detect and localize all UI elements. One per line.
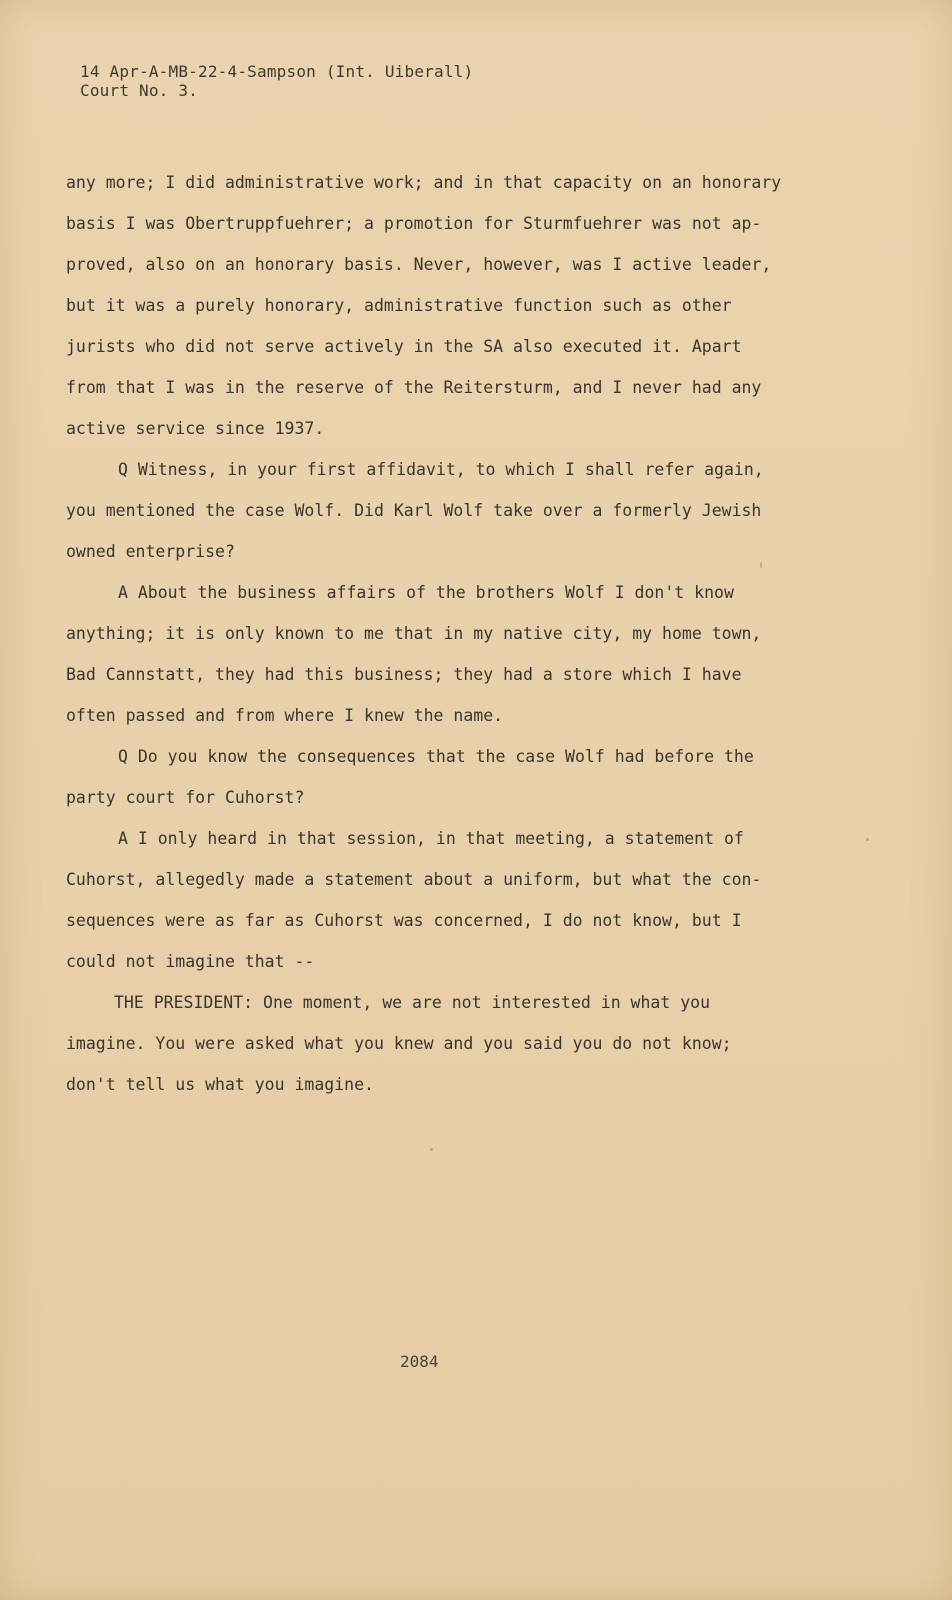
transcript-line: Bad Cannstatt, they had this business; they had a store which I have [66,665,742,684]
president-line: THE PRESIDENT: One moment, we are not interested in what you [114,993,711,1012]
transcript-line: anything; it is only known to me that in my native city, my home town, [66,624,762,643]
transcript-line: don't tell us what you imagine. [66,1075,374,1094]
page-number: 2084 [400,1352,439,1371]
document-header [80,62,473,100]
transcript-line: basis I was Obertruppfuehrer; a promotion for Sturmfuehrer was not ap- [66,214,762,233]
transcript-line: but it was a purely honorary, administrative function such as other [66,296,732,315]
transcript-line: party court for Cuhorst? [66,788,305,807]
transcript-line: Cuhorst, allegedly made a statement about a uniform, but what the con- [66,870,762,889]
header-court: Court No. 3. [80,81,198,100]
transcript-line: any more; I did administrative work; and in that capacity on an honorary [66,173,782,192]
transcript-line: you mentioned the case Wolf. Did Karl Wolf take over a formerly Jewish [66,501,762,520]
question-line: Q Witness, in your first affidavit, to which I shall refer again, [118,460,764,479]
transcript-line: imagine. You were asked what you knew and you said you do not know; [66,1034,732,1053]
transcript-body [66,162,856,1105]
transcript-line: from that I was in the reserve of the Reitersturm, and I never had any [66,378,762,397]
transcript-line: often passed and from where I knew the name. [66,706,504,725]
question-line: Q Do you know the consequences that the case Wolf had before the [118,747,754,766]
paper-speck [760,562,762,568]
transcript-line: sequences were as far as Cuhorst was concerned, I do not know, but I [66,911,742,930]
answer-line: A I only heard in that session, in that meeting, a statement of [118,829,744,848]
transcript-line: active service since 1937. [66,419,325,438]
transcript-line: could not imagine that -- [66,952,315,971]
transcript-line: jurists who did not serve actively in the SA also executed it. Apart [66,337,742,356]
transcript-line: owned enterprise? [66,542,235,561]
paper-speck [866,838,869,841]
answer-line: A About the business affairs of the brothers Wolf I don't know [118,583,734,602]
transcript-line: proved, also on an honorary basis. Never, however, was I active leader, [66,255,772,274]
header-reference: 14 Apr-A-MB-22-4-Sampson (Int. Uiberall) [80,62,474,81]
paper-speck [430,1148,433,1151]
